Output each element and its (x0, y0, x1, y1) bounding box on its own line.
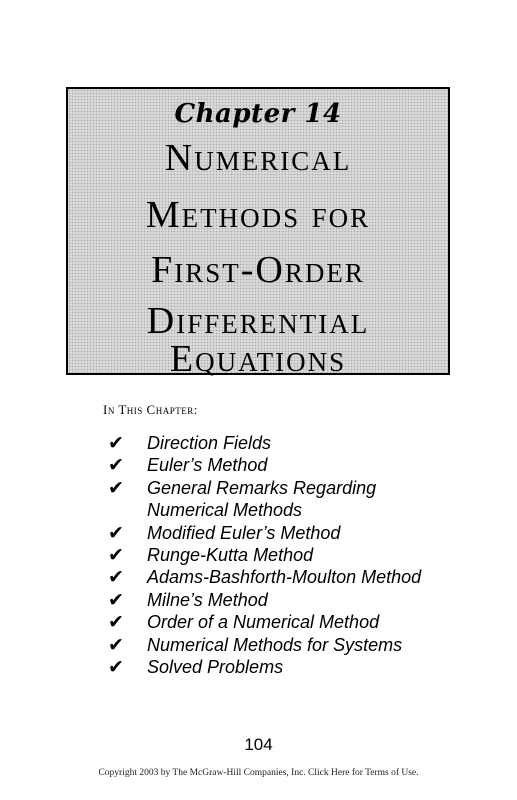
topic-item (108, 454, 487, 476)
chapter-number: Chapter 14 (174, 99, 342, 129)
checkmark-icon: ✔ (108, 656, 124, 679)
in-this-chapter-heading: In This Chapter: (103, 402, 198, 417)
checkmark-icon: ✔ (108, 544, 124, 567)
topic-label: Solved Problems (147, 657, 284, 678)
chapter-title-line-3: First-Order (151, 249, 365, 291)
topic-label: Modified Euler’s Method (147, 522, 341, 543)
topic-label: Order of a Numerical Method (147, 612, 380, 633)
chapter-title-line-1: Numerical (164, 137, 352, 179)
chapter-title-line-5: Equations (169, 338, 347, 380)
topic-item (108, 477, 487, 522)
topic-label: Runge-Kutta Method (147, 545, 314, 566)
topic-item (108, 634, 487, 656)
page-number: 104 (244, 735, 273, 754)
topic-label: Numerical Methods for Systems (147, 634, 403, 655)
topic-item (108, 611, 487, 633)
chapter-title-line-2: Methods for (145, 194, 371, 236)
checkmark-icon: ✔ (108, 588, 124, 611)
checkmark-icon: ✔ (108, 476, 124, 499)
topic-label: Direction Fields (147, 433, 272, 453)
chapter-title-line-4: Differential (146, 300, 370, 342)
checkmark-icon: ✔ (108, 454, 124, 477)
topic-label: Adams-Bashforth-Moulton Method (147, 567, 422, 588)
topic-list (108, 432, 487, 678)
copyright-notice[interactable]: Copyright 2003 by The McGraw-Hill Companies, Inc. Click Here for Terms of Use. (98, 768, 419, 778)
checkmark-icon: ✔ (108, 633, 124, 656)
checkmark-icon: ✔ (108, 432, 124, 454)
topic-item (108, 589, 487, 611)
topic-item (108, 522, 487, 544)
topic-label: Euler’s Method (147, 455, 268, 476)
topic-item (108, 566, 487, 588)
topic-item (108, 432, 487, 454)
topic-item (108, 544, 487, 566)
topic-label: General Remarks Regarding Numerical Methods (147, 477, 377, 521)
chapter-title-box (66, 87, 450, 380)
checkmark-icon: ✔ (108, 611, 124, 634)
topic-item (108, 656, 487, 678)
topic-label: Milne’s Method (147, 589, 268, 610)
checkmark-icon: ✔ (108, 566, 124, 589)
checkmark-icon: ✔ (108, 521, 124, 544)
